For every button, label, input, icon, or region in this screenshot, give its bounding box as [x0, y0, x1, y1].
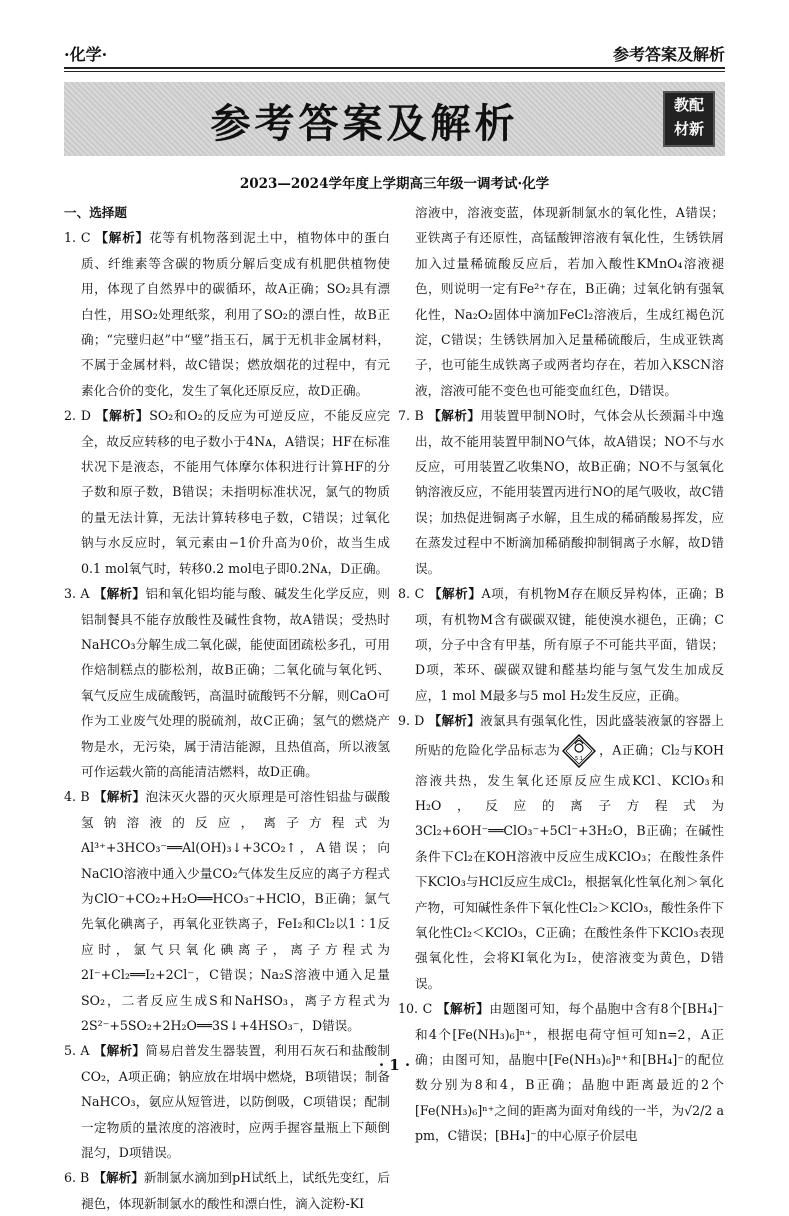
- explanation-text: 泡沫灭火器的灭火原理是可溶性铝盐与碳酸氢钠溶液的反应，离子方程式为Al³⁺+3HCO₃⁻══Al(OH)₃↓+3CO₂↑，A错误；向NaClO溶液中通入少量CO₂气体发生反应的离子方程式为ClO⁻+CO₂+H₂O══HCO₃⁻+HClO，B正确；氯气先氧化碘离子，再氧化亚铁离子，FeI₂和Cl₂以1∶1反应时，氯气只氧化碘离子，离子方程式为2I⁻+Cl₂══I₂+2Cl⁻，C错误；Na₂S溶液中通入足量SO₂，二者反应生成S和NaHSO₃，离子方程式为2S²⁻+5SO₂+2H₂O══3S↓+4HSO₃⁻，D错误。: [81, 789, 391, 1033]
- item-number: 7.: [398, 408, 415, 424]
- right-column: [398, 200, 724, 1149]
- stamp-line-2: 材新: [673, 120, 704, 138]
- stamp-line-1: 教配: [673, 96, 704, 114]
- item-answer: D: [414, 713, 429, 729]
- explanation-tag: 【解析】: [428, 408, 481, 424]
- explanation-text: 新制氯水滴加到pH试纸上，试纸先变红，后褪色，体现新制氯水的酸性和漂白性，滴入淀粉-KI: [81, 1170, 391, 1211]
- item-number: 10.: [398, 1001, 423, 1017]
- explanation-tag: 【解析】: [436, 1001, 490, 1017]
- answer-item: [64, 225, 390, 403]
- explanation-text: 简易启普发生器装置，利用石灰石和盐酸制CO₂，A项正确；钠应放在坩埚中燃烧，B项错误；制备NaHCO₃，氨应从短管进，以防倒吸，C项错误；配制一定物质的量浓度的溶液时，应两手握容量瓶上下颠倒混匀，D项错误。: [81, 1043, 390, 1161]
- exam-subtitle: 2023—2024学年度上学期高三年级一调考试·化学: [239, 176, 550, 192]
- item-answer: A: [80, 586, 94, 602]
- explanation-text: 花等有机物落到泥土中，植物体中的蛋白质、纤维素等含碳的物质分解后变成有机肥供植物使用，体现了自然界中的碳循环，故A正确；SO₂具有漂白性，用SO₂处理纸浆，利用了SO₂的漂白性，故B正确；“完璧归赵”中“璧”指玉石，属于无机非金属材料，不属于金属材料，故C错误；燃放烟花的过程中，有元素化合价的变化，发生了氧化还原反应，故D正确。: [81, 230, 391, 398]
- item-answer: A: [80, 1043, 94, 1059]
- answer-item: [64, 784, 390, 1038]
- explanation-text: A项，有机物M存在顺反异构体，正确；B项，有机物M含有碳碳双键，能使溴水褪色，正确；C项，分子中含有甲基，所有原子不可能共平面，错误；D项，苯环、碳碳双键和醛基均能与氢气发生加成反应，1 mol M最多与5 mol H₂发生反应，正确。: [415, 586, 724, 703]
- answer-item: [398, 581, 724, 708]
- explanation-text: 液氯具有强氧化性，因此盛装液氯的容器上所贴的危险化学品标志为: [415, 713, 724, 758]
- explanation-tag: 【解析】: [93, 586, 146, 602]
- explanation-tag: 【解析】: [95, 408, 150, 424]
- page-number: · 1 ·: [378, 1056, 411, 1074]
- answer-item: [64, 403, 390, 581]
- section-heading: 一、选择题: [64, 205, 127, 220]
- explanation-text: 铝和氧化铝均能与酸、碱发生化学反应，则铝制餐具不能存放酸性及碱性食物，故A错误；受热时NaHCO₃分解生成二氧化碳，能使面团疏松多孔，可用作焙制糕点的膨松剂，故B正确；二氧化硫与氧化钙、氧气反应生成硫酸钙，高温时硫酸钙不分解，则CaO可作为工业废气处理的脱硫剂，故C正确；氢气的燃烧产物是水，无污染，属于清洁能源，且热值高，所以液氢可作运载火箭的高能清洁燃料，故D正确。: [81, 586, 390, 779]
- answer-item: [64, 581, 390, 784]
- answer-item: [398, 403, 724, 581]
- subject-label: ·化学·: [64, 45, 108, 64]
- item-answer: B: [80, 1170, 94, 1186]
- explanation-tag: 【解析】: [428, 586, 482, 602]
- header-rule: [64, 67, 725, 69]
- title-banner: [64, 82, 725, 156]
- explanation-text: 用装置甲制NO时，气体会从长颈漏斗中逸出，故不能用装置甲制NO气体，故A错误；NO不与水反应，可用装置乙收集NO，故B正确；NO不与氢氧化钠溶液反应，不能用装置丙进行NO的尾气吸收，故C错误；加热促进铜离子水解，且生成的稀硝酸易挥发，应在蒸发过程中不断滴加稀硝酸抑制铜离子水解，故D错误。: [415, 408, 724, 576]
- item-answer: B: [414, 408, 429, 424]
- explanation-tag: 【解析】: [93, 789, 146, 805]
- banner-title: 参考答案及解析: [210, 101, 519, 147]
- item-answer: D: [80, 408, 96, 424]
- explanation-tag: 【解析】: [95, 230, 150, 246]
- item-number: 4.: [64, 789, 81, 805]
- header-rule-thin: [64, 71, 725, 72]
- item-number: 5.: [64, 1043, 81, 1059]
- explanation-tag: 【解析】: [428, 713, 481, 729]
- item-number: 2.: [64, 408, 81, 424]
- publisher-stamp: [663, 91, 715, 147]
- item-answer: C: [414, 586, 429, 602]
- explanation-text: ，A正确；Cl₂与KOH溶液共热，发生氧化还原反应生成KCl、KClO₃和H₂O，反应的离子方程式为3Cl₂+6OH⁻══ClO₃⁻+5Cl⁻+3H₂O，B正确；在碱性条件下Cl₂在KOH溶液中反应生成KClO₃；在酸性条件下KClO₃与HCl反应生成Cl₂，根据氧化性氧化剂＞氧化产物，可知碱性条件下氧化性Cl₂＞KClO₃，酸性条件下氧化性Cl₂＜KClO₃，C正确；在酸性条件下KClO₃表现强氧化性，会将KI氧化为I₂，使溶液变为黄色，D错误。: [415, 742, 725, 991]
- explanation-text: 由题图可知，每个晶胞中含有8个[BH₄]⁻和4个[Fe(NH₃)₆]ⁿ⁺，根据电荷守恒可知n=2，A正确；由图可知，晶胞中[Fe(NH₃)₆]ⁿ⁺和[BH₄]⁻的配位数分别为8和4，B正确；晶胞中距离最近的2个[Fe(NH₃)₆]ⁿ⁺之间的距离为面对角线的一半，为√2/2 a pm，C错误；[BH₄]⁻的中心原子价层电: [415, 1001, 724, 1144]
- item-number: 1.: [64, 230, 81, 246]
- item-number: 9.: [398, 713, 415, 729]
- item-number: 3.: [64, 586, 81, 602]
- hazard-class-label: 5.1: [575, 755, 584, 762]
- answer-item: [64, 1165, 390, 1216]
- explanation-tag: 【解析】: [93, 1170, 144, 1186]
- answer-item: [398, 708, 724, 996]
- section-label: 参考答案及解析: [612, 45, 725, 64]
- oxidizer-hazard-icon: [562, 734, 596, 768]
- page-header: [64, 42, 725, 64]
- item-number: 6.: [64, 1170, 81, 1186]
- item-number: 8.: [398, 586, 415, 602]
- item-answer: C: [80, 230, 96, 246]
- answer-list-right: [398, 403, 724, 1148]
- item-answer: B: [80, 789, 94, 805]
- continuation-text: 溶液中，溶液变蓝，体现新制氯水的氧化性，A错误；亚铁离子有还原性，高锰酸钾溶液有氧化性，生锈铁屑加入过量稀硫酸反应后，若加入酸性KMnO₄溶液褪色，则说明一定有Fe²⁺存在，B正确；过氧化钠有强氧化性，Na₂O₂固体中滴加FeCl₂溶液后，生成红褐色沉淀，C错误；生锈铁屑加入足量稀硫酸后，生成亚铁离子，也可能生成铁离子或两者均存在，若加入KSCN溶液，溶液可能不变色也可能变血红色，D错误。: [415, 205, 724, 398]
- explanation-tag: 【解析】: [93, 1043, 146, 1059]
- explanation-text: SO₂和O₂的反应为可逆反应，不能反应完全，故反应转移的电子数小于4Nᴀ，A错误；HF在标准状况下是液态，不能用气体摩尔体积进行计算HF的分子数和原子数，B错误；未指明标准状况，氯气的物质的量无法计算，无法计算转移电子数，C错误；过氧化钠与水反应时，氧元素由−1价升高为0价，故当生成0.1 mol氧气时，转移0.2 mol电子即0.2Nᴀ，D正确。: [81, 408, 391, 576]
- item-answer: C: [422, 1001, 437, 1017]
